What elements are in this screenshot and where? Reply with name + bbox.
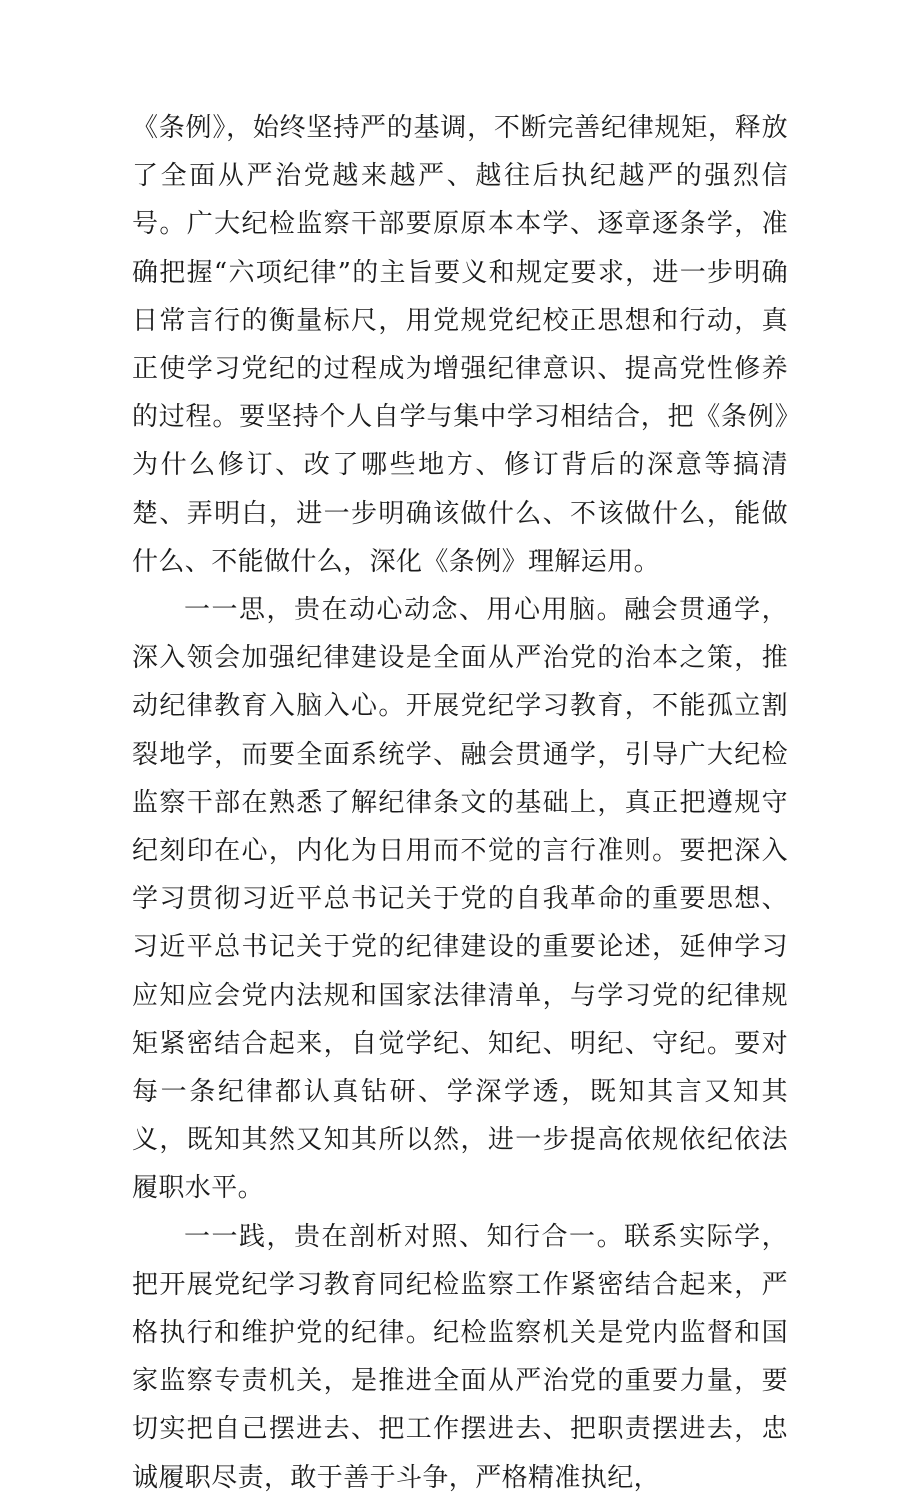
paragraph-think: 一一思，贵在动心动念、用心用脑。融会贯通学，深入领会加强纪律建设是全面从严治党的治本之策，推动纪律教育入脑入心。开展党纪学习教育，不能孤立割裂地学，而要全面系统学、融会贯通学，引导广大纪检监察干部在熟悉了解纪律条文的基础上，真正把遵规守纪刻印在心，内化为日用而不觉的言行准则。要把深入学习贯彻习近平总书记关于党的自我革命的重要思想、习近平总书记关于党的纪律建设的重要论述，延伸学习应知应会党内法规和国家法律清单，与学习党的纪律规矩紧密结合起来，自觉学纪、知纪、明纪、守纪。要对每一条纪律都认真钻研、学深学透，既知其言又知其义，既知其然又知其所以然，进一步提高依规依纪依法履职水平。 <box>132 595 788 1204</box>
paragraph-practice: 一一践，贵在剖析对照、知行合一。联系实际学，把开展党纪学习教育同纪检监察工作紧密结合起来，严格执行和维护党的纪律。纪检监察机关是党内监督和国家监察专责机关，是推进全面从严治党的重要力量，要切实把自己摆进去、把工作摆进去、把职责摆进去，忠诚履职尽责，敢于善于斗争，严格精准执纪， <box>132 1221 788 1493</box>
document-page <box>132 104 788 1502</box>
paragraph-continuation: 《条例》，始终坚持严的基调，不断完善纪律规矩，释放了全面从严治党越来越严、越往后执纪越严的强烈信号。广大纪检监察干部要原原本本学、逐章逐条学，准确把握“六项纪律”的主旨要义和规定要求，进一步明确日常言行的衡量标尺，用党规党纪校正思想和行动，真正使学习党纪的过程成为增强纪律意识、提高党性修养的过程。要坚持个人自学与集中学习相结合，把《条例》为什么修订、改了哪些地方、修订背后的深意等搞清楚、弄明白，进一步明确该做什么、不该做什么，能做什么、不能做什么，深化《条例》理解运用。 <box>132 113 788 577</box>
